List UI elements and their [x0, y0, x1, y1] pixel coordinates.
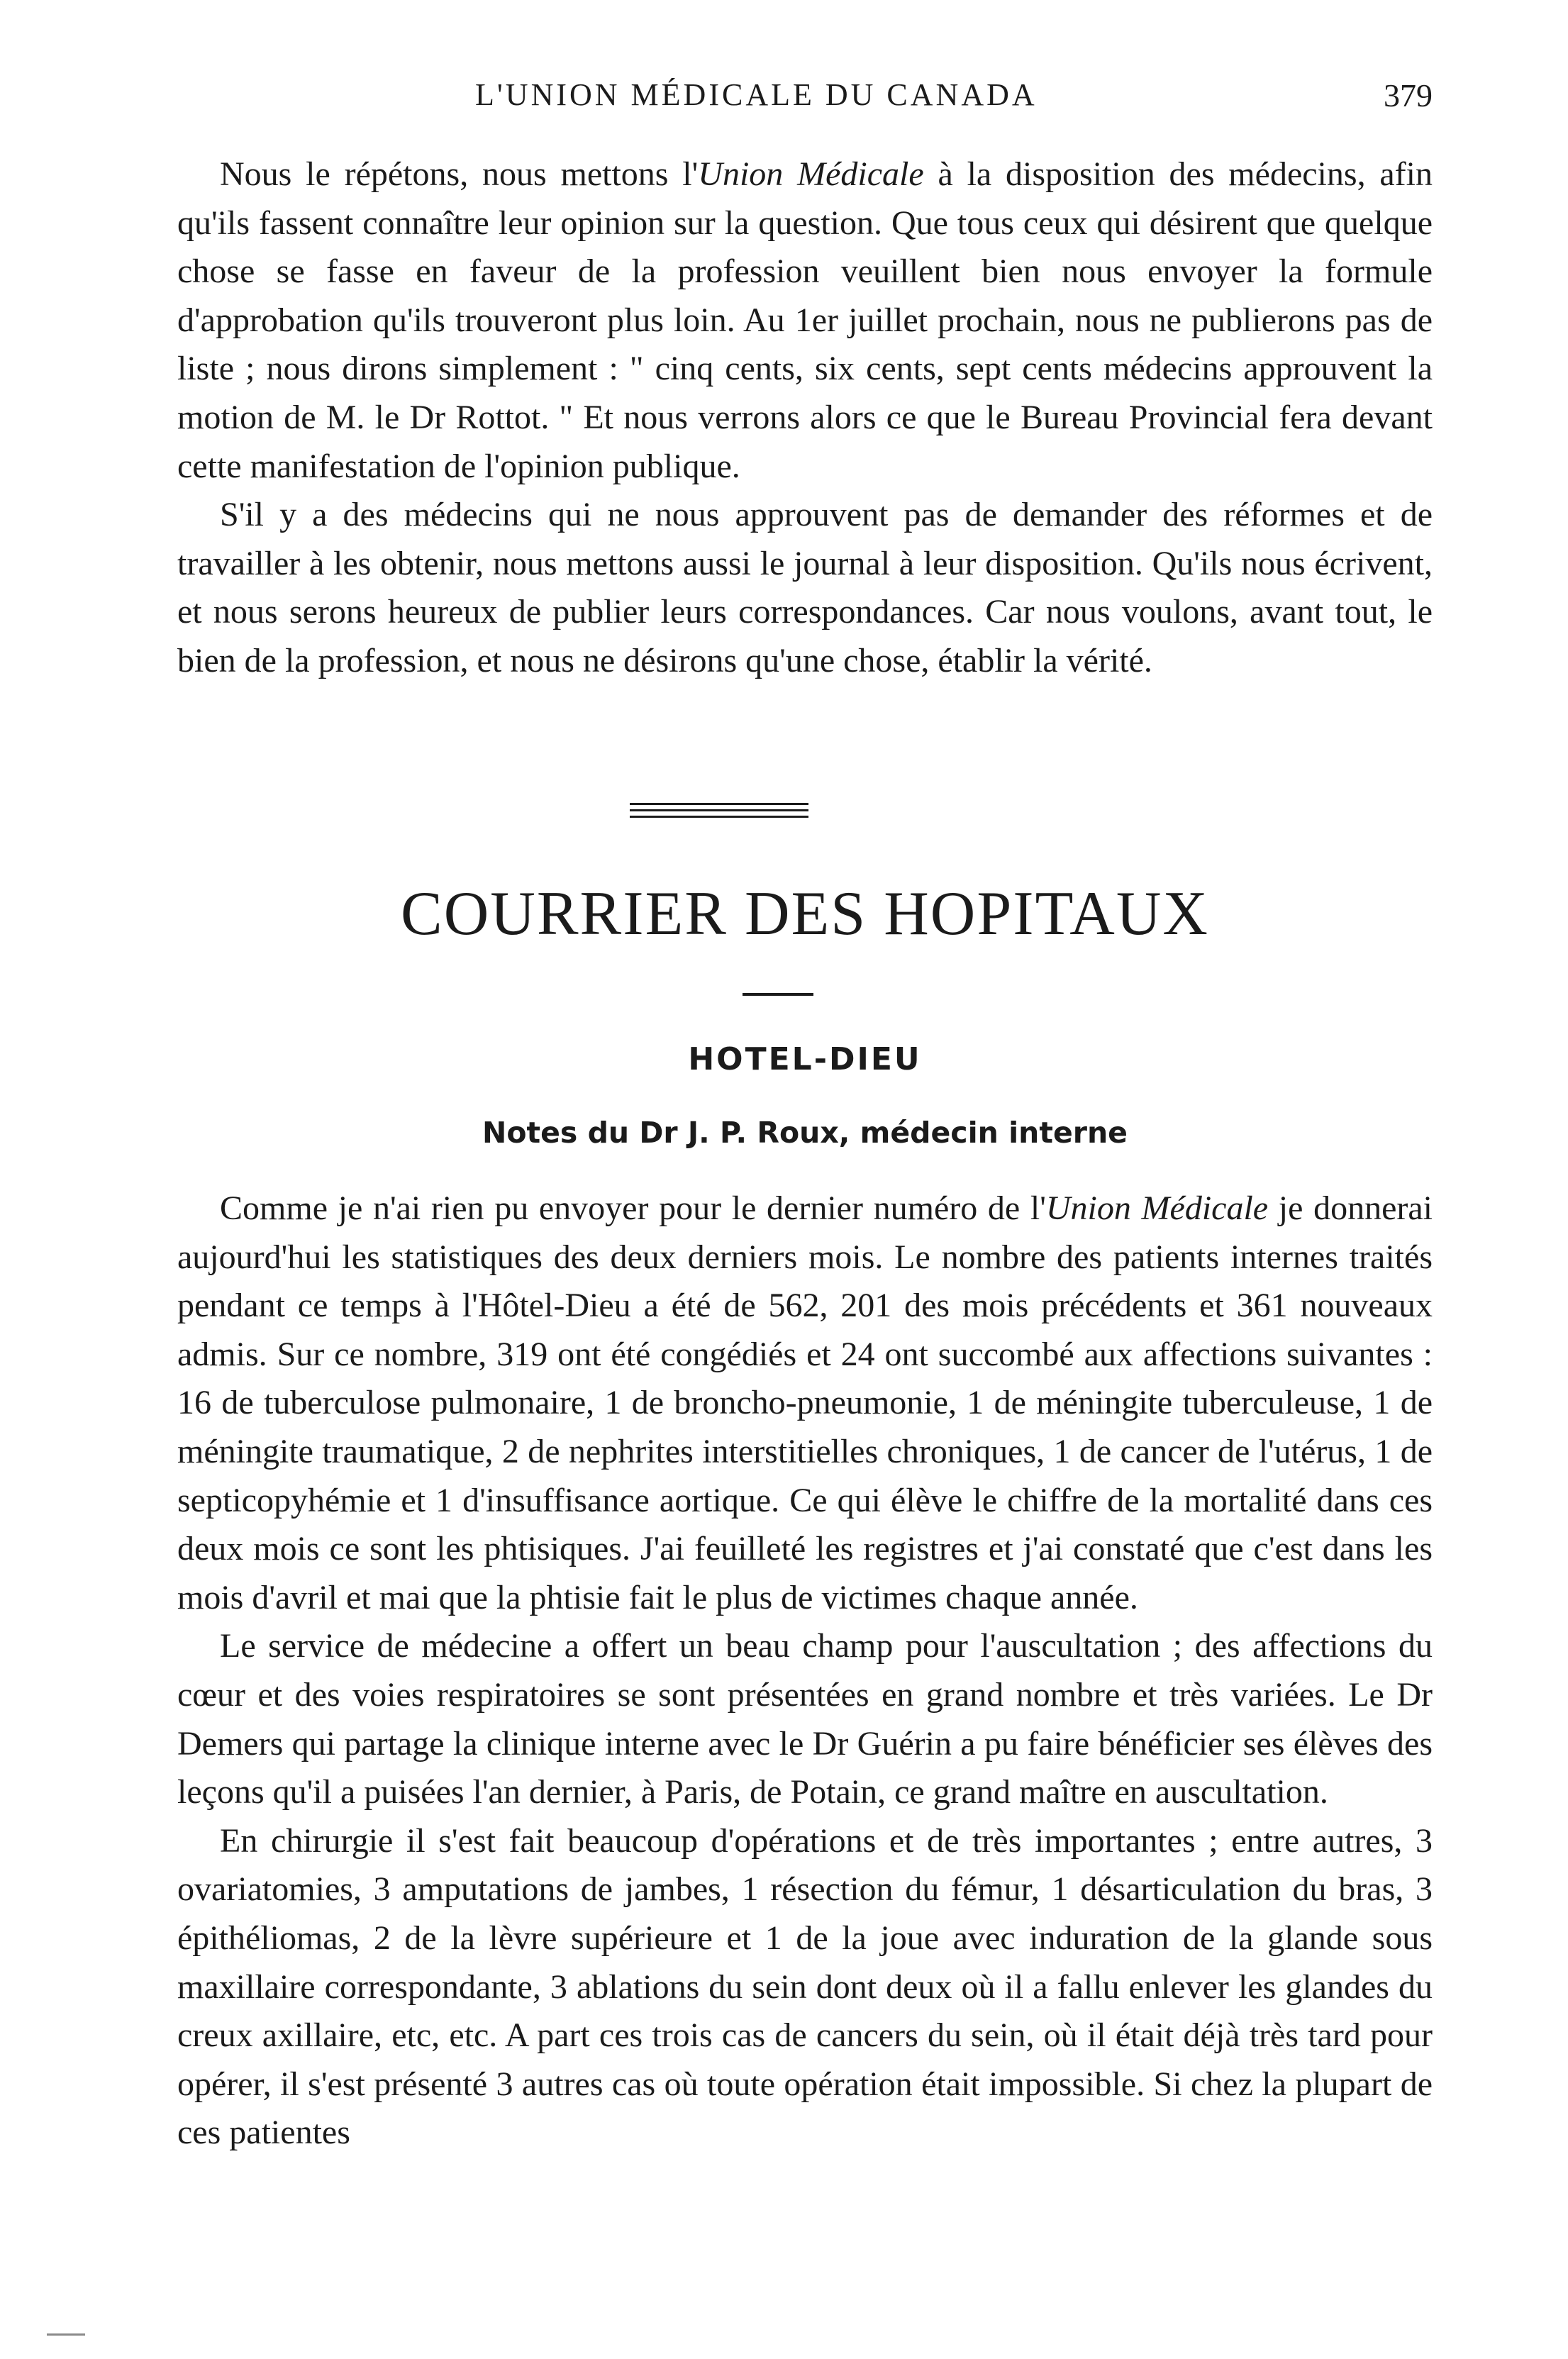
report-paragraph-1 — [177, 1184, 1433, 1622]
report-text — [177, 1184, 1433, 2158]
section-divider-line — [630, 816, 808, 818]
byline: Notes du Dr J. P. Roux, médecin interne — [482, 1116, 1128, 1150]
report-p1-start: Comme je n'ai rien pu envoyer pour le dernier numéro de l' — [220, 1189, 1046, 1227]
section-divider-line — [630, 803, 808, 805]
journal-name: Union Médicale — [1045, 1189, 1269, 1227]
intro-p1-rest: à la disposition des médecins, afin qu'ils fassent connaître leur opinion sur la question. Que tous ceux qui désirent que quelque chose se fasse en faveur de la profession veuillent bien nous envoyer la formule d'approbation qu'ils trouveront plus loin. Au 1er juillet prochain, nous ne publierons pas de liste ; nous dirons simplement : " cinq cents, six cents, sept cents médecins approuvent la motion de M. le Dr Rottot. " Et nous verrons alors ce que le Bureau Provincial fera devant cette manifestation de l'opinion publique. — [177, 155, 1433, 485]
intro-paragraph-2: S'il y a des médecins qui ne nous approuvent pas de demander des réformes et de travailler à les obtenir, nous mettons aussi le journal à leur disposition. Qu'ils nous écrivent, et nous serons heureux de publier leurs correspondances. Car nous voulons, avant tout, le bien de la profession, et nous ne désirons qu'une chose, établir la vérité. — [177, 496, 1433, 679]
journal-name: Union Médicale — [698, 155, 924, 193]
section-title: COURRIER DES HOPITAUX — [401, 879, 1209, 948]
margin-mark — [47, 2333, 85, 2336]
subsection-title: HOTEL-DIEU — [688, 1041, 922, 1077]
intro-text — [177, 150, 1433, 686]
running-title: L'UNION MÉDICALE DU CANADA — [475, 77, 1038, 112]
page-number: 379 — [1384, 77, 1433, 113]
report-paragraph-3: En chirurgie il s'est fait beaucoup d'opérations et de très importantes ; entre autres, 3 ovariatomies, 3 amputations de jambes, 1 résection du fémur, 1 désarticulation du bras, 3 épithéliomas, 2 de la lèvre supérieure et 1 de la joue avec induration de la glande sous maxillaire correspondante, 3 ablations du sein dont deux où il a fallu enlever les glandes du creux axillaire, etc, etc. A part ces trois cas de cancers du sein, où il était déjà très tard pour opérer, il s'est présenté 3 autres cas où toute opération était impossible. Si chez la plupart de ces patientes — [177, 1821, 1433, 2152]
section-divider-line — [630, 809, 808, 811]
intro-p1-start: Nous le répétons, nous mettons l' — [220, 155, 699, 193]
title-rule — [743, 993, 813, 996]
running-head — [177, 77, 1433, 126]
report-paragraph-2: Le service de médecine a offert un beau champ pour l'auscultation ; des affections du cœur et des voies respiratoires se sont présentées en grand nombre et très variées. Le Dr Demers qui partage la clinique interne avec le Dr Guérin a pu faire bénéficier ses élèves des leçons qu'il a puisées l'an dernier, à Paris, de Potain, ce grand maître en auscultation. — [177, 1627, 1433, 1811]
intro-paragraph-1 — [177, 150, 1433, 491]
report-p1-rest: je donnerai aujourd'hui les statistiques des deux derniers mois. Le nombre des patients internes traités pendant ce temps à l'Hôtel-Dieu a été de 562, 201 des mois précédents et 361 nouveaux admis. Sur ce nombre, 319 ont été congédiés et 24 ont succombé aux affections suivantes : 16 de tuberculose pulmonaire, 1 de broncho-pneumonie, 1 de méningite tuberculeuse, 1 de méningite traumatique, 2 de nephrites interstitielles chroniques, 1 de cancer de l'utérus, 1 de septicopyhémie et 1 d'insuffisance aortique. Ce qui élève le chiffre de la mortalité dans ces deux mois ce sont les phtisiques. J'ai feuilleté les registres et j'ai constaté que c'est dans les mois d'avril et mai que la phtisie fait le plus de victimes chaque année. — [177, 1189, 1433, 1616]
